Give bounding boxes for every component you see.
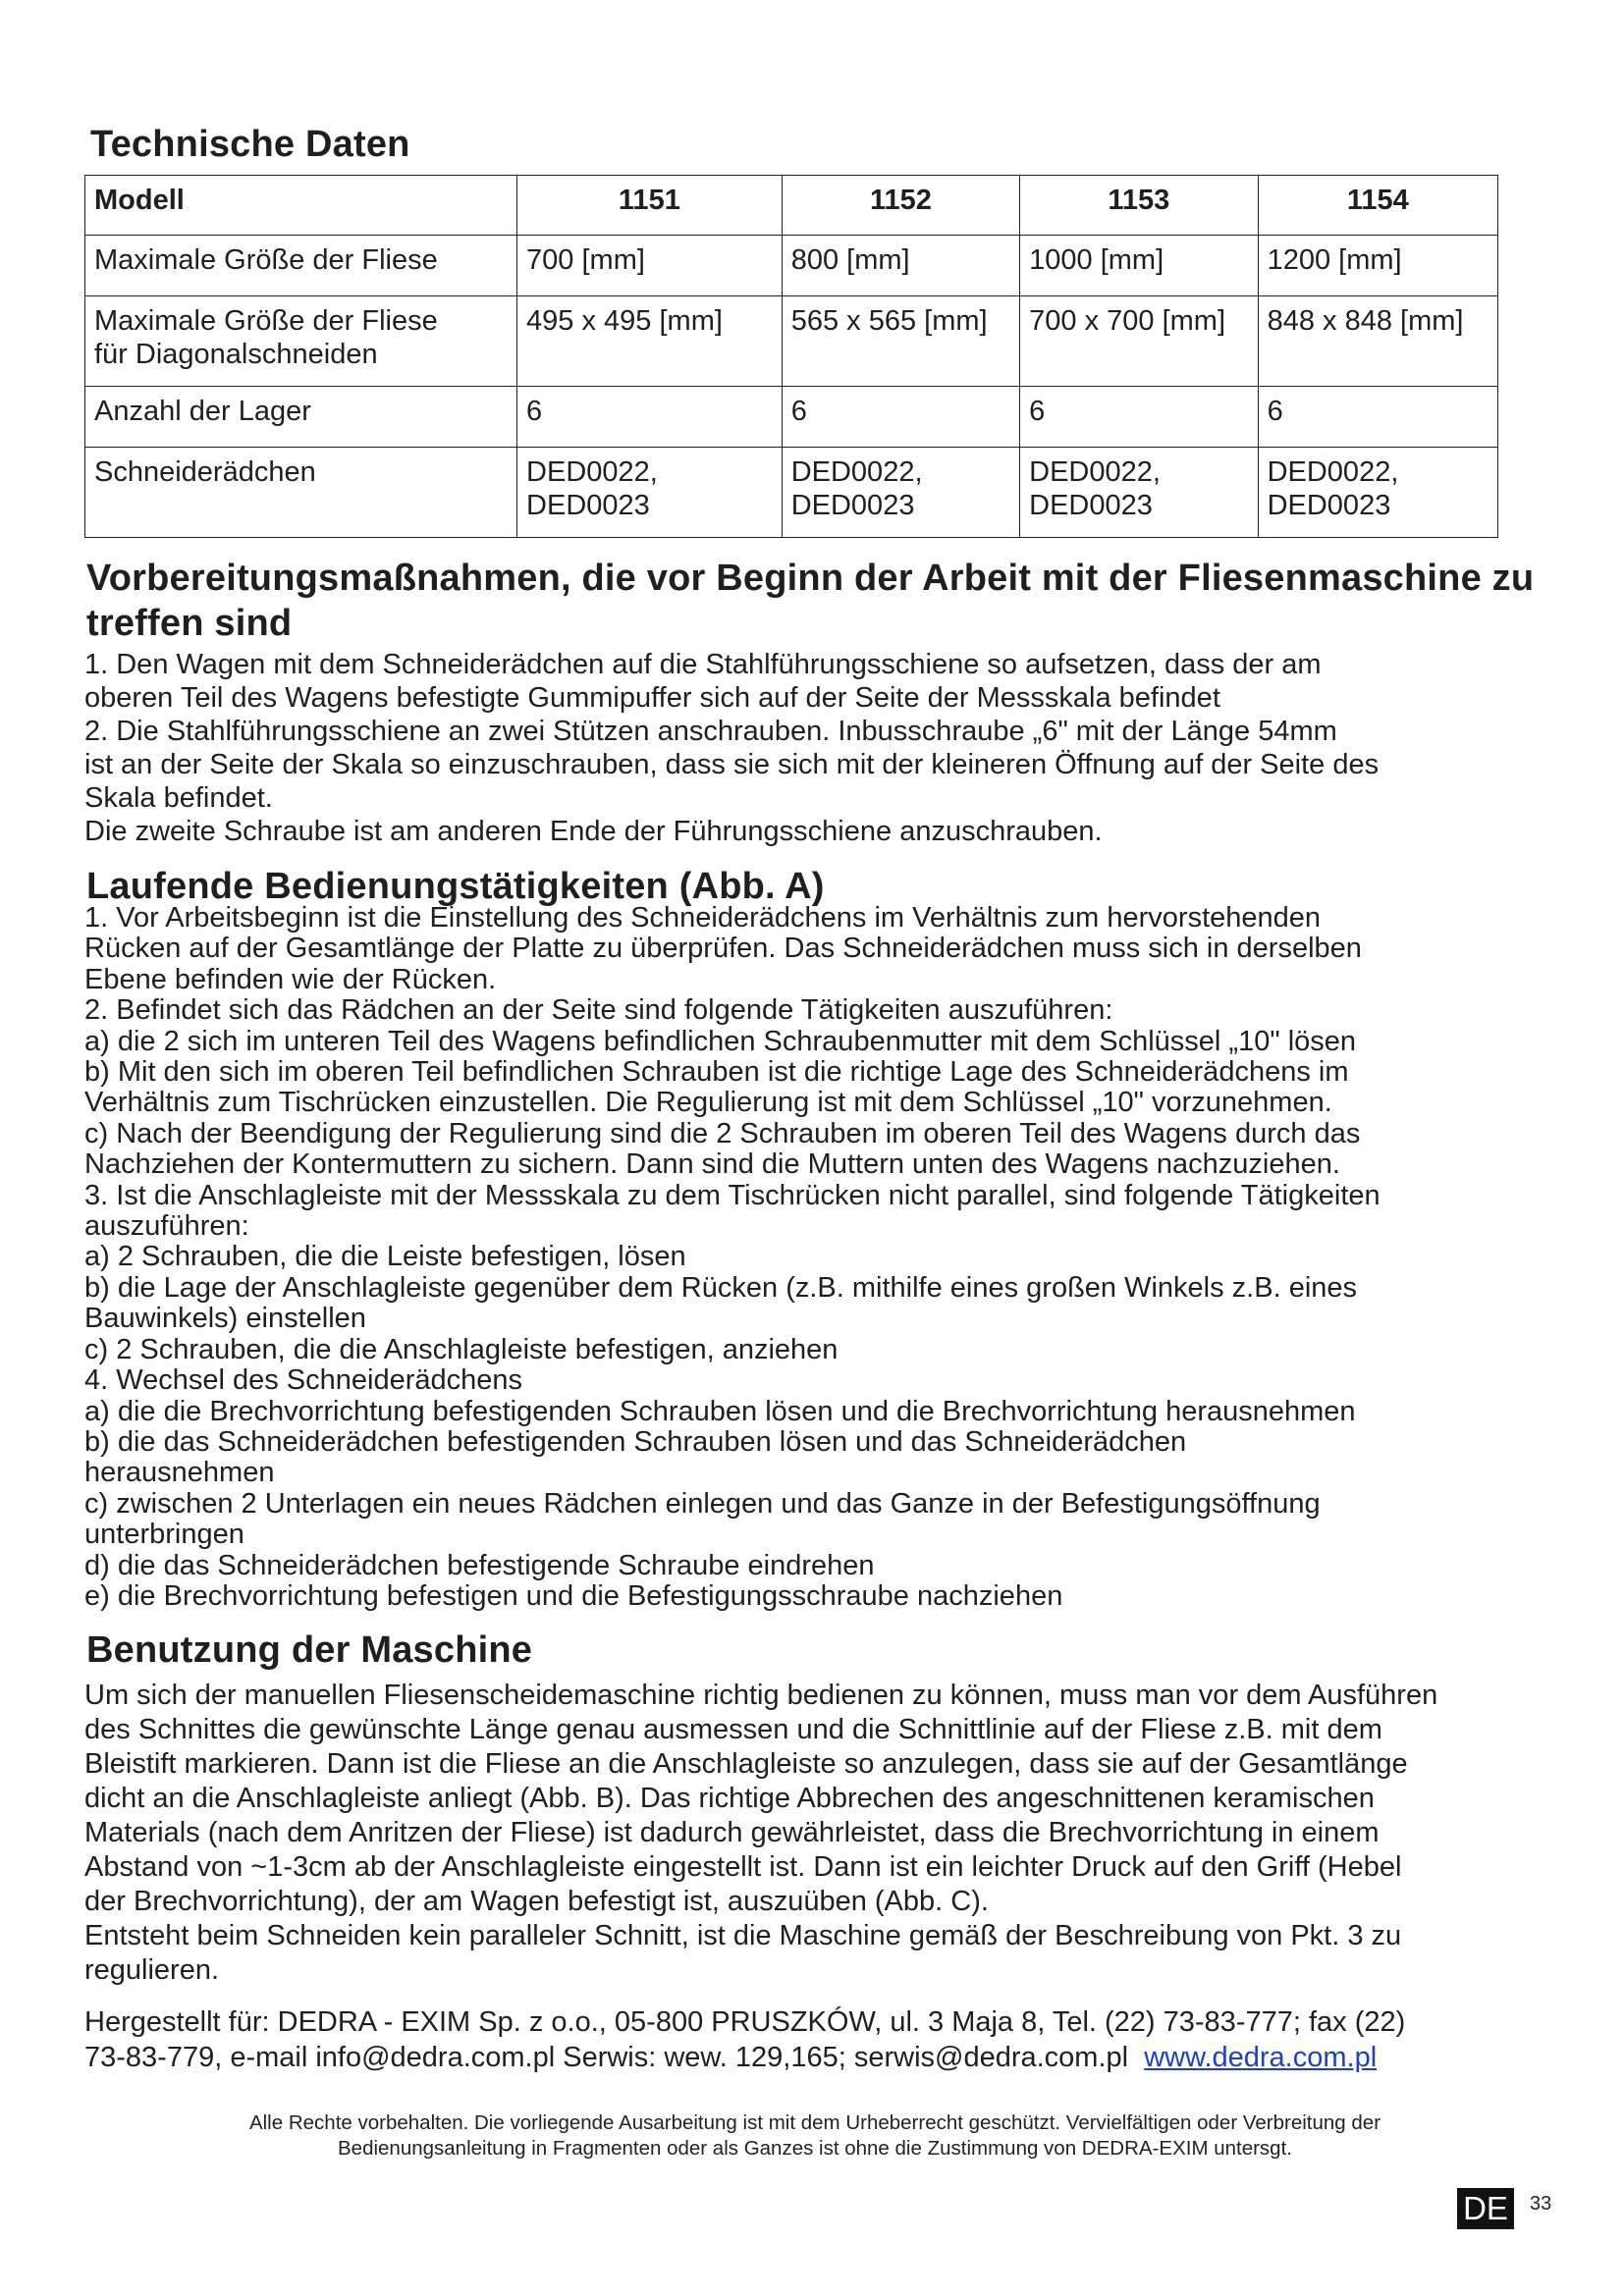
cell-line: DED0023 [526,490,650,521]
cell-line: Maximale Größe der Fliese [94,305,438,337]
text-line: Bleistift markieren. Dann ist die Fliese an die Anschlagleiste so anzulegen, dass sie auf der Gesamtlänge [84,1748,1408,1780]
text-line: unterbringen [84,1519,244,1551]
text-line: 4. Wechsel des Schneiderädchens [84,1364,523,1397]
text-line: oberen Teil des Wagens befestigte Gummipuffer sich auf der Seite der Messskala befindet [84,682,1220,714]
table-cell: 800 [mm] [782,236,1019,296]
text-line: Materials (nach dem Anritzen der Fliese) ist dadurch gewährleistet, dass die Brechvorrichtung in einem [84,1817,1380,1848]
table-cell: 6 [517,387,783,448]
text-line: a) 2 Schrauben, die die Leiste befestigen, lösen [84,1241,686,1273]
operations-text [84,903,1577,1612]
preparation-text [84,648,1577,848]
section-title-machine-usage: Benutzung der Maschine [86,1629,533,1671]
text-line: Verhältnis zum Tischrücken einzustellen. Die Regulierung ist mit dem Schlüssel „10" vorzunehmen. [84,1087,1332,1119]
text-line: c) 2 Schrauben, die die Anschlagleiste befestigen, anziehen [84,1333,839,1365]
text-line: b) Mit den sich im oberen Teil befindlichen Schrauben ist die richtige Lage des Schneiderädchens im [84,1056,1349,1089]
table-cell [1258,448,1497,538]
text-line: Die zweite Schraube ist am anderen Ende der Führungsschiene anzuschrauben. [84,816,1103,847]
page-number: 33 [1530,2193,1552,2215]
copyright-footer [147,2110,1483,2162]
cell-line: DED0022, [790,456,923,488]
text-line: der Brechvorrichtung), der am Wagen befestigt ist, auszuüben (Abb. C). [84,1886,989,1917]
table-cell: 1000 [mm] [1020,236,1258,296]
text-line: Nachziehen der Kontermuttern zu sichern. Dann sind die Muttern unten des Wagens nachzuziehen. [84,1148,1340,1181]
cell-line: für Diagonalschneiden [94,339,378,370]
website-link[interactable]: www.dedra.com.pl [1144,2042,1378,2073]
table-row [85,236,1498,296]
cell-line: DED0022, [526,456,658,488]
table-cell: 848 x 848 [mm] [1258,296,1497,387]
table-cell: 6 [782,387,1019,448]
table-header-cell: 1152 [782,176,1019,236]
table-cell [782,448,1019,538]
text-line: c) zwischen 2 Unterlagen ein neues Rädchen einlegen und das Ganze in der Befestigungsöffnung [84,1487,1321,1520]
text-line: auszuführen: [84,1210,249,1243]
section-title-technical-data: Technische Daten [90,124,410,165]
table-cell: Anzahl der Lager [85,387,517,448]
table-cell: 700 [mm] [517,236,783,296]
table-header-cell: 1153 [1020,176,1258,236]
text-line: a) die 2 sich im unteren Teil des Wagens befindlichen Schraubenmutter mit dem Schlüssel „10" lösen [84,1025,1357,1057]
spec-table [84,175,1498,538]
text-line: c) Nach der Beendigung der Regulierung sind die 2 Schrauben im oberen Teil des Wagens durch das [84,1117,1361,1149]
text-line: 1. Den Wagen mit dem Schneiderädchen auf die Stahlführungsschiene so aufsetzen, dass der am [84,649,1322,680]
cell-line: DED0022, [1267,456,1399,488]
cell-line: DED0023 [1267,490,1391,521]
text-line: Bauwinkels) einstellen [84,1303,366,1335]
cell-line: DED0023 [790,490,915,521]
table-cell: Schneiderädchen [85,448,517,538]
text-line: 2. Die Stahlführungsschiene an zwei Stützen anschrauben. Inbusschraube „6" mit der Länge 54mm [84,716,1337,747]
table-cell: 6 [1258,387,1497,448]
text-line: des Schnittes die gewünschte Länge genau ausmessen und die Schnittlinie auf der Fliese z.B. mit dem [84,1714,1382,1745]
table-cell [85,296,517,387]
text-line: regulieren. [84,1954,220,1986]
cell-line: DED0022, [1029,456,1161,488]
manufacturer-contact [84,2004,1577,2075]
usage-text [84,1679,1577,1988]
text-line: dicht an die Anschlagleiste anliegt (Abb. B). Das richtige Abbrechen des angeschnittenen keramischen [84,1783,1375,1814]
text-line: Entsteht beim Schneiden kein paralleler Schnitt, ist die Maschine gemäß der Beschreibung von Pkt. 3 zu [84,1920,1402,1951]
table-cell [1020,448,1258,538]
table-cell: 6 [1020,387,1258,448]
table-row [85,296,1498,387]
text-line: b) die Lage der Anschlagleiste gegenüber dem Rücken (z.B. mithilfe eines großen Winkels z.B. eines [84,1271,1358,1304]
section-title-operations: Laufende Bedienungstätigkeiten (Abb. A) [86,866,825,907]
text-line: Skala befindet. [84,782,273,814]
cell-line: DED0023 [1029,490,1153,521]
footer-line: Alle Rechte vorbehalten. Die vorliegende Ausarbeitung ist mit dem Urheberrecht geschützt. Vervielfältigen oder Verbreitung der [248,2111,1381,2134]
contact-line: Hergestellt für: DEDRA - EXIM Sp. z o.o., 05-800 PRUSZKÓW, ul. 3 Maja 8, Tel. (22) 73-83-777; fax (22) [84,2006,1406,2038]
table-header-cell: 1154 [1258,176,1497,236]
text-line: 2. Befindet sich das Rädchen an der Seite sind folgende Tätigkeiten auszuführen: [84,994,1113,1027]
text-line: 3. Ist die Anschlagleiste mit der Messskala zu dem Tischrücken nicht parallel, sind folgende Tätigkeiten [84,1179,1380,1211]
text-line: herausnehmen [84,1457,275,1489]
language-badge: DE [1457,2188,1514,2229]
table-cell: Maximale Größe der Fliese [85,236,517,296]
text-line: e) die Brechvorrichtung befestigen und die Befestigungsschraube nachziehen [84,1579,1063,1612]
table-header-cell: 1151 [517,176,783,236]
text-line: Um sich der manuellen Fliesenscheidemaschine richtig bedienen zu können, muss man vor dem Ausführen [84,1680,1438,1711]
table-header-cell: Modell [85,176,517,236]
text-line: Rücken auf der Gesamtlänge der Platte zu überprüfen. Das Schneiderädchen muss sich in derselben [84,933,1362,965]
section-title-preparation: Vorbereitungsmaßnahmen, die vor Beginn der Arbeit mit der Fliesenmaschine zu treffen sind [86,558,1535,644]
table-header-row [85,176,1498,236]
footer-line: Bedienungsanleitung in Fragmenten oder als Ganzes ist ohne die Zustimmung von DEDRA-EXIM untersgt. [338,2137,1292,2160]
text-line: 1. Vor Arbeitsbeginn ist die Einstellung des Schneiderädchens im Verhältnis zum hervorstehenden [84,902,1322,934]
contact-line [84,2040,1577,2075]
text-line: Ebene befinden wie der Rücken. [84,963,497,995]
table-cell [517,448,783,538]
table-cell: 565 x 565 [mm] [782,296,1019,387]
table-row [85,387,1498,448]
text-line: a) die die Brechvorrichtung befestigenden Schrauben lösen und die Brechvorrichtung herausnehmen [84,1395,1356,1427]
table-cell: 495 x 495 [mm] [517,296,783,387]
text-line: Abstand von ~1-3cm ab der Anschlagleiste eingestellt ist. Dann ist ein leichter Druck auf den Griff (Hebel [84,1851,1402,1883]
text-line: b) die das Schneiderädchen befestigenden Schrauben lösen und das Schneiderädchen [84,1425,1187,1458]
text-line: ist an der Seite der Skala so einzuschrauben, dass sie sich mit der kleineren Öffnung auf der Seite des [84,749,1380,780]
text-line: d) die das Schneiderädchen befestigende Schraube eindrehen [84,1549,875,1581]
table-cell: 1200 [mm] [1258,236,1497,296]
table-row [85,448,1498,538]
table-cell: 700 x 700 [mm] [1020,296,1258,387]
contact-line-text: 73-83-779, e-mail info@dedra.com.pl Serwis: wew. 129,165; serwis@dedra.com.pl [84,2042,1129,2073]
